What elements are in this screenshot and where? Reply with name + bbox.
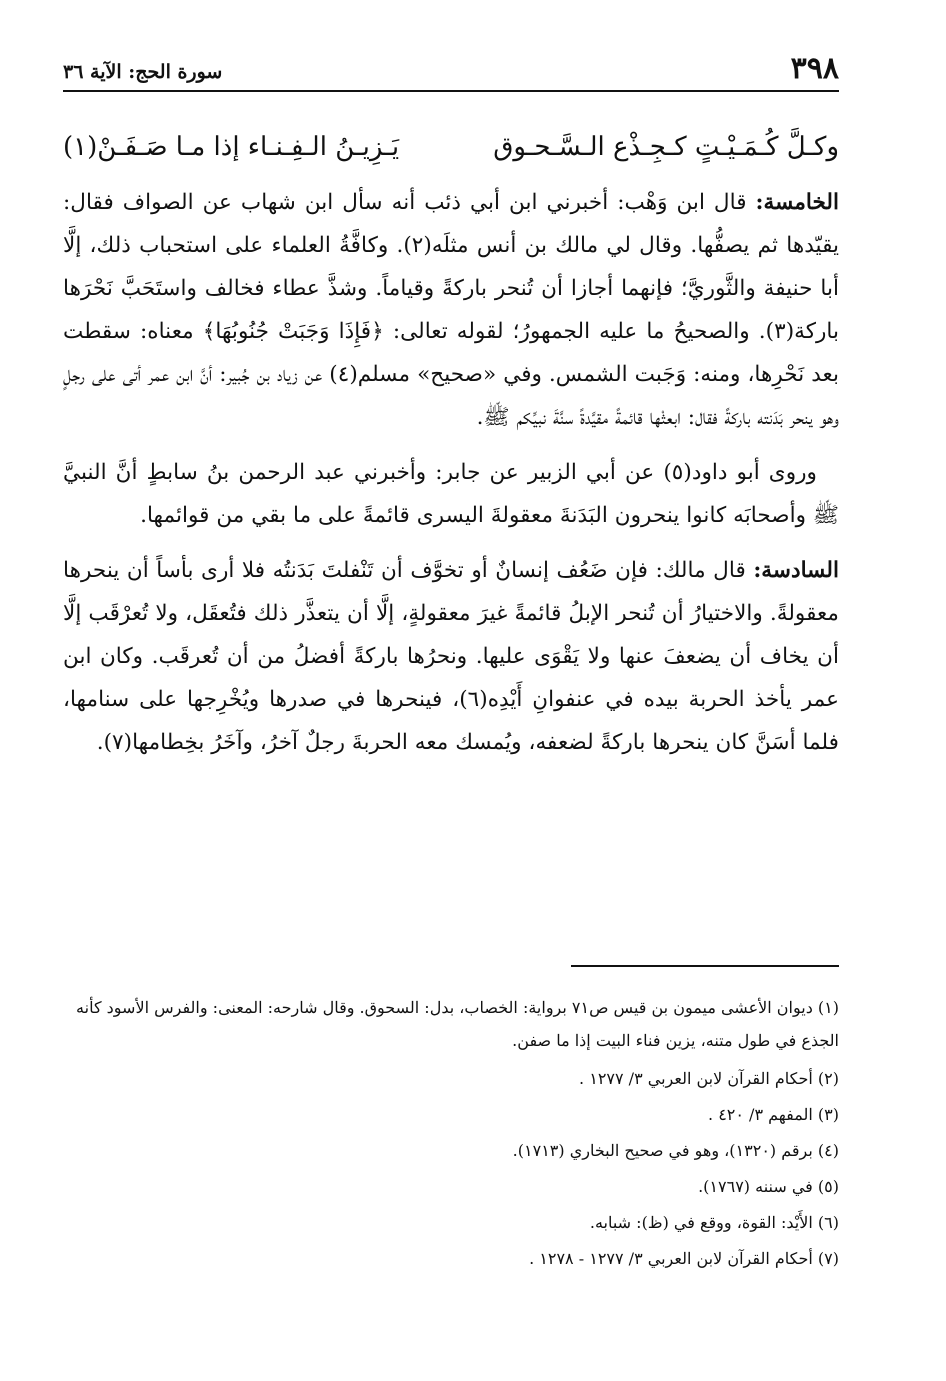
paragraph-sixth-issue	[63, 549, 839, 764]
paragraph-fifth-issue	[63, 181, 839, 439]
paragraph-text: وروى أبو داود(٥) عن أبي الزبير عن جابر: وأخبرني عبد الرحمن بنُ سابطٍ أنَّ النبيَّ ﷺ وأصحابَه كانوا ينحرون البَدَنةَ معقولةَ اليسرى قائمةً على ما بقي من قوائمها.	[63, 460, 839, 528]
footnote-item: (٧) أحكام القرآن لابن العربي ٣/ ١٢٧٧ - ١٢٧٨ .	[529, 1249, 839, 1268]
running-title: سورة الحج: الآية ٣٦	[63, 61, 223, 83]
poetry-verse	[63, 122, 839, 172]
issue-heading: الخامسة:	[755, 190, 839, 215]
paragraph-text: قال ابن وَهْب: أخبرني ابن أبي ذئب أنه سأل ابن شهاب عن الصواف فقال: يقيّدها ثم يصفُّها. وقال لي مالك بن أنس مثلَه(٢). وكافَّةُ العلماء على استحباب ذلك، إلَّا أبا حنيفة والثَّوريَّ؛ فإنهما أجازا أن تُنحر باركةً وقياماً. وشذَّ عطاء فخالف واستَحَبَّ نَحْرَها باركة(٣). والصحيحُ ما عليه الجمهورُ؛ لقوله تعالى: ﴿فَإِذَا وَجَبَتْ جُنُوبُهَا﴾ معناه: سقطت بعد نَحْرِها، ومنه: وَجَبت الشمس. وفي «صحيح» مسلم(٤) عن زياد بن جُبير: أنَّ ابن عمر أتى على رجلٍ وهو ينحر بَدَنته باركةً فقال: ابعثْها قائمةً مقيَّدةً سنَّةَ نبيِّكم ﷺ.	[63, 190, 839, 430]
paragraph-abu-dawud	[63, 451, 839, 537]
verse-hemistich-second: يَـزِيـنُ الـفِـنـاء إذا مـا صَـفَـنْ(١)	[63, 132, 400, 162]
main-text	[63, 181, 839, 776]
footnote-item: (٣) المفهم ٣/ ٤٢٠ .	[708, 1105, 839, 1124]
footnote-item: (٥) في سننه (١٧٦٧).	[698, 1177, 839, 1196]
verse-hemistich-first: وكـلَّ كُـمَـيْـتٍ كـجِـذْع الـسَّـحـوق	[493, 132, 839, 162]
page-header	[63, 50, 839, 92]
footnotes	[63, 991, 839, 1277]
page-number: ٣٩٨	[790, 51, 839, 86]
footnote-divider	[571, 965, 839, 967]
issue-heading: السادسة:	[753, 558, 839, 583]
footnote-item: (١) ديوان الأعشى ميمون بن قيس ص٧١ برواية: الخصاب، بدل: السحوق. وقال شارحه: المعنى: والفرس الأسود كأنه الجذع في طول متنه، يزين فناء البيت إذا ما صفن.	[76, 998, 839, 1050]
paragraph-text: قال مالك: فإن ضَعُف إنسانٌ أو تخوَّف أن تَنْفلتَ بَدَنتُه فلا أرى بأساً أن ينحرها معقولةً. والاختيارُ أن تُنحر الإبلُ قائمةً غيرَ معقولةٍ، إلَّا أن يتعذَّر ذلك فتُعقَل، ولا تُعرْقَب إلَّا أن يخاف أن يضعفَ عنها ولا يَقْوَى عليها. ونحرُها باركةً أفضلُ من أن تُعرقَب. وكان ابن عمر يأخذ الحربة بيده في عنفوانِ أَيْدِه(٦)، فينحرها في صدرها ويُخْرِجها على سنامها، فلما أسَنَّ كان ينحرها باركةً لضعفه، ويُمسك معه الحربةَ رجلٌ آخرُ، وآخَرُ بخِطامها(٧).	[63, 558, 839, 755]
footnote-item: (٦) الأَيْد: القوة، ووقع في (ظ): شبابه.	[589, 1213, 839, 1232]
footnote-item: (٢) أحكام القرآن لابن العربي ٣/ ١٢٧٧ .	[579, 1069, 839, 1088]
footnote-item: (٤) برقم (١٣٢٠)، وهو في صحيح البخاري (١٧١٣).	[512, 1141, 839, 1160]
